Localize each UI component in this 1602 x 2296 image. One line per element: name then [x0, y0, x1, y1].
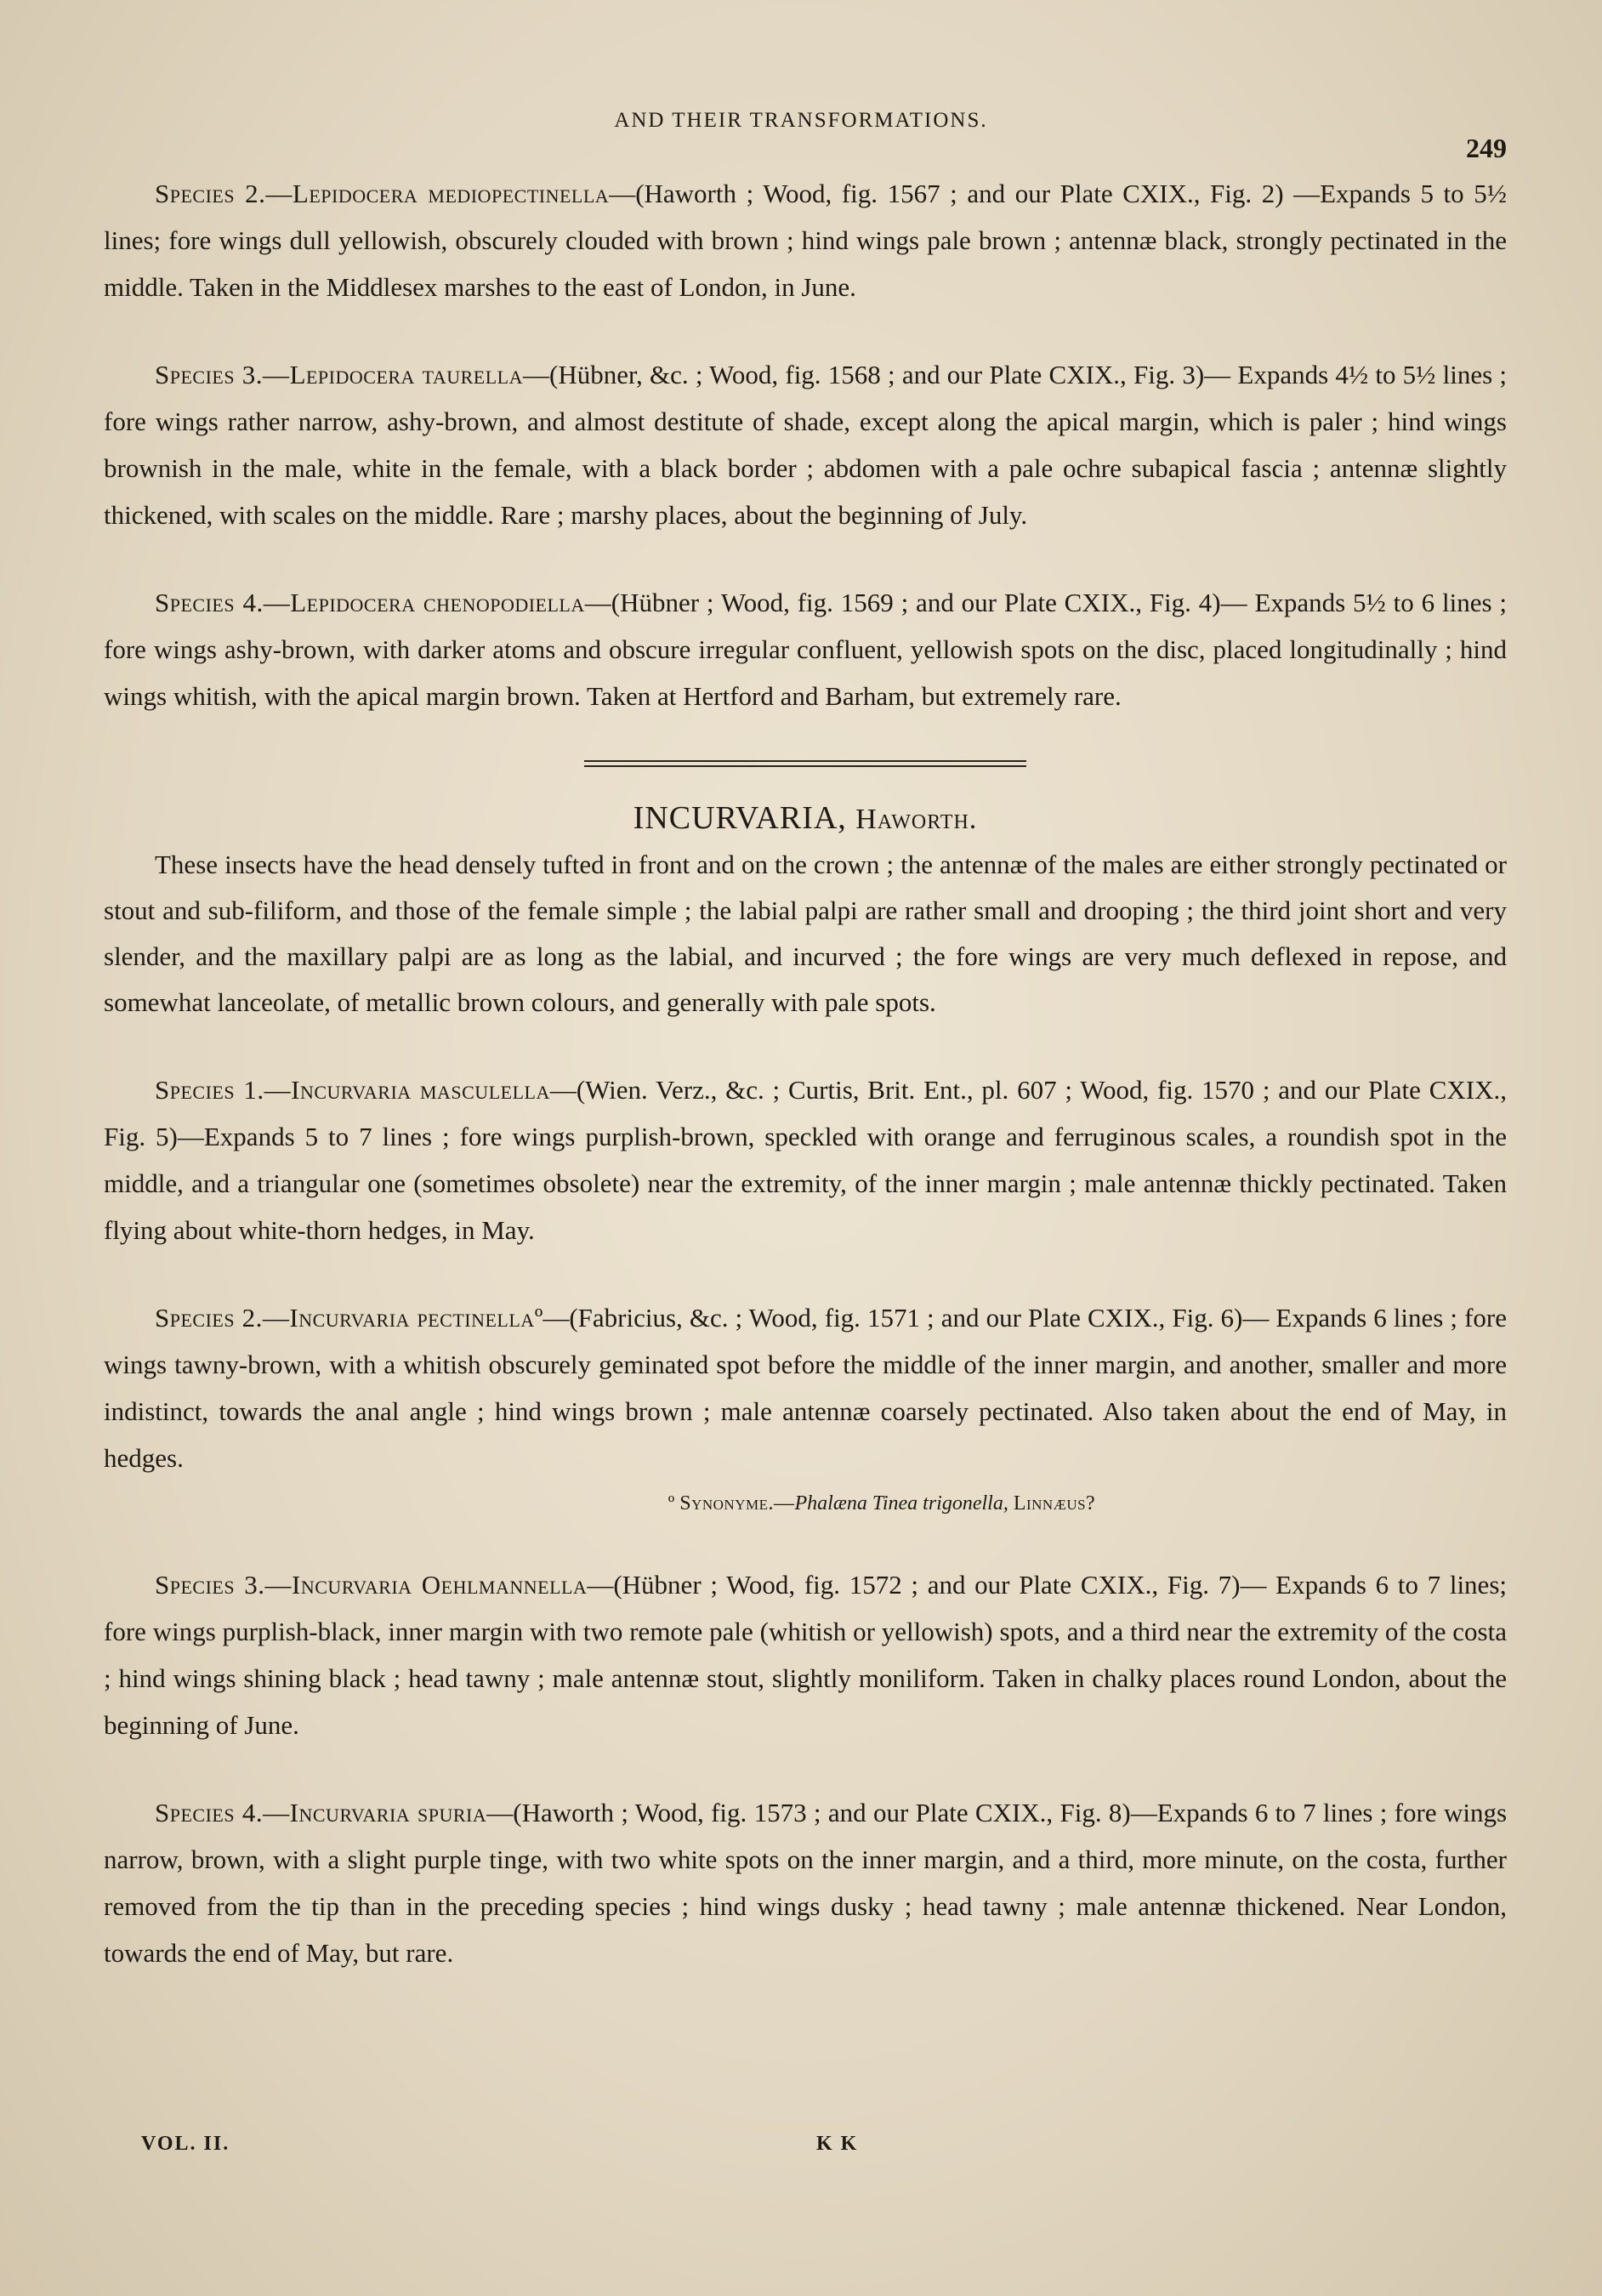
species-description: —(Haworth ; Wood, fig. 1567 ; and our Plate CXIX., Fig. 2) —Expands 5 to 5½ lines; fore wings dull yellowish, obscurely clouded with brown ; hind wings pale brown ; antennæ black, strongly pectinated in the middle. Taken in the Middlesex marshes to the east of London, in June. [104, 179, 1507, 302]
species-entry [104, 1066, 1507, 1253]
genus-heading [104, 799, 1507, 837]
footnote-mark: º [534, 1303, 543, 1333]
genus-author: Haworth. [855, 804, 978, 835]
synonym-footnote [257, 1486, 1507, 1520]
species-label: Species 4.— [155, 588, 291, 617]
volume-label: VOL. II. [141, 2133, 230, 2155]
species-name: Lepidocera taurella [289, 360, 523, 389]
running-head: AND THEIR TRANSFORMATIONS. [614, 109, 988, 132]
section-divider [584, 760, 1026, 767]
species-label: Species 1.— [155, 1075, 292, 1105]
signature-mark: K K [816, 2133, 859, 2155]
species-entry [104, 1294, 1507, 1481]
species-label: Species 3.— [155, 1570, 293, 1600]
synonym-name: Phalæna Tinea trigonella, [794, 1492, 1008, 1515]
species-label: Species 2.— [155, 1303, 290, 1333]
genus-introduction-text: These insects have the head densely tufted in front and on the crown ; the antennæ of the males are either strongly pectinated or stout and sub-filiform, and those of the female simple ; the labial palpi are rather small and drooping ; the third joint short and very slender, and the maxillary palpi are as long as the labial, and incurved ; the fore wings are very much deflexed in repose, and somewhat lanceolate, of metallic brown colours, and generally with pale spots. [104, 850, 1507, 1017]
species-entry [104, 170, 1507, 310]
species-name: Incurvaria spuria [289, 1798, 487, 1827]
species-entry [104, 1561, 1507, 1748]
species-name: Incurvaria Oehlmannella [292, 1570, 588, 1600]
synonym-author: Linnæus? [1013, 1492, 1096, 1515]
species-entry [104, 579, 1507, 719]
species-label: Species 3.— [155, 360, 290, 389]
species-description: —(Hübner, &c. ; Wood, fig. 1568 ; and our Plate CXIX., Fig. 3)— Expands 4½ to 5½ lines ; fore wings rather narrow, ashy-brown, and almost destitute of shade, except along the apical margin, which is paler ; hind wings brownish in the male, white in the female, with a black border ; abdomen with a pale ochre subapical fascia ; antennæ slightly thickened, with scales on the middle. Rare ; marshy places, about the beginning of July. [104, 360, 1507, 530]
species-name: Incurvaria masculella [291, 1075, 550, 1105]
species-entry [104, 1789, 1507, 1976]
footnote-mark: º [668, 1492, 675, 1515]
species-name: Lepidocera chenopodiella [290, 588, 585, 617]
page-footer [0, 2133, 1602, 2167]
species-description: —(Wien. Verz., &c. ; Curtis, Brit. Ent., pl. 607 ; Wood, fig. 1570 ; and our Plate CXIX., Fig. 5)—Expands 5 to 7 lines ; fore wings purplish-brown, speckled with orange and ferruginous scales, a roundish spot in the middle, and a triangular one (sometimes obsolete) near the extremity, of the inner margin ; male antennæ thickly pectinated. Taken flying about white-thorn hedges, in May. [104, 1075, 1507, 1245]
species-name: Lepidocera mediopectinella [292, 179, 610, 208]
page-number: 249 [1466, 133, 1507, 163]
species-description: —(Hübner ; Wood, fig. 1572 ; and our Plate CXIX., Fig. 7)— Expands 6 to 7 lines; fore wings purplish-black, inner margin with two remote pale (whitish or yellowish) spots, and a third near the extremity of the costa ; hind wings shining black ; head tawny ; male antennæ stout, slightly moniliform. Taken in chalky places round London, about the beginning of June. [104, 1570, 1507, 1740]
species-label: Species 4.— [155, 1798, 290, 1827]
species-description: —(Haworth ; Wood, fig. 1573 ; and our Plate CXIX., Fig. 8)—Expands 6 to 7 lines ; fore wings narrow, brown, with a slight purple tinge, with two white spots on the inner margin, and a third, more minute, on the costa, further removed from the tip than in the preceding species ; hind wings dusky ; head tawny ; male antennæ thickened. Near London, towards the end of May, but rare. [104, 1798, 1508, 1968]
species-entry [104, 351, 1507, 538]
genus-introduction [104, 842, 1507, 1026]
species-label: Species 2.— [155, 179, 293, 208]
species-name: Incurvaria pectinella [289, 1303, 535, 1333]
page-body [104, 170, 1507, 2017]
genus-name: INCURVARIA, [633, 800, 847, 836]
synonym-label: Synonyme.— [679, 1492, 795, 1515]
species-description: —(Hübner ; Wood, fig. 1569 ; and our Plate CXIX., Fig. 4)— Expands 5½ to 6 lines ; fore wings ashy-brown, with darker atoms and obscure irregular confluent, yellowish spots on the disc, placed longitudinally ; hind wings whitish, with the apical margin brown. Taken at Hertford and Barham, but extremely rare. [104, 588, 1508, 711]
species-description: —(Fabricius, &c. ; Wood, fig. 1571 ; and our Plate CXIX., Fig. 6)— Expands 6 lines ; fore wings tawny-brown, with a whitish obscurely geminated spot before the middle of the inner margin, and another, smaller and more indistinct, towards the anal angle ; hind wings brown ; male antennæ coarsely pectinated. Also taken about the end of May, in hedges. [104, 1303, 1508, 1473]
